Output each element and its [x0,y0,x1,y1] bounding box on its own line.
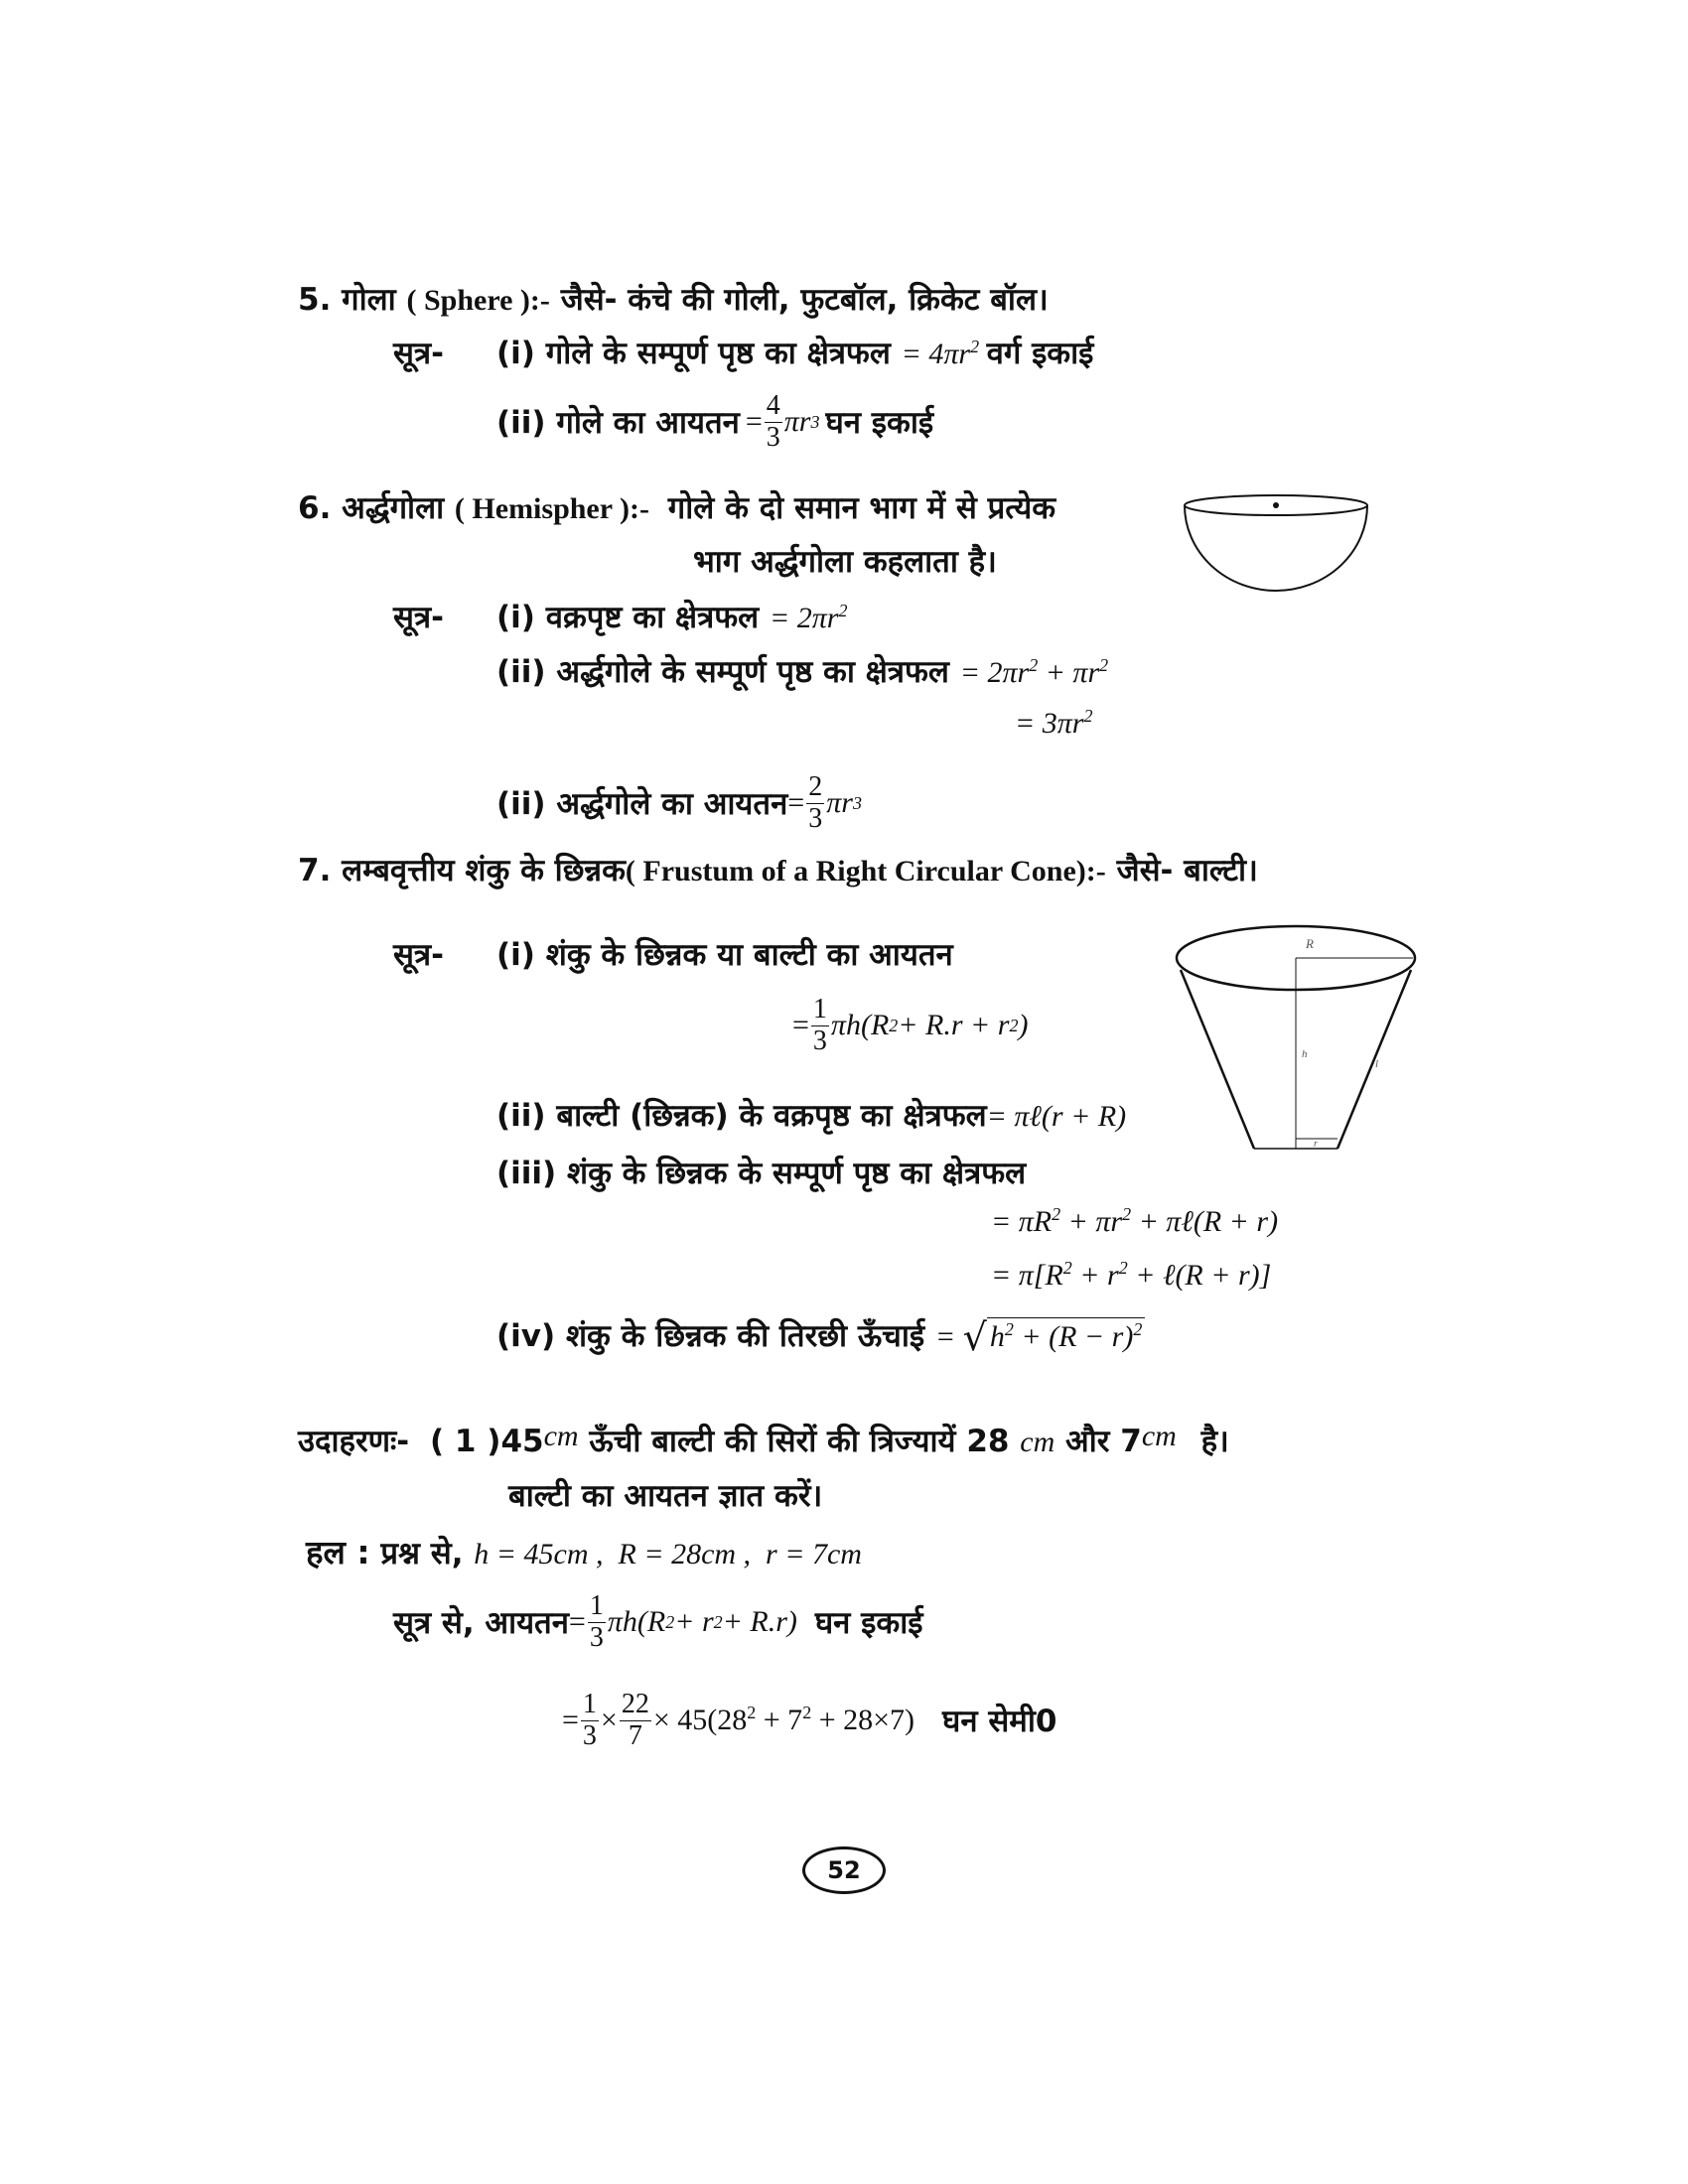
example-label: उदाहरणः- [298,1424,410,1459]
bucket-diagram [1167,918,1425,1161]
hemisphere-volume-formula: = $\frac{2}{3}$ πr 3 [787,771,862,834]
solution-given-values: h = 45cm , R = 28cm , r = 7cm [474,1538,862,1570]
sphere-heading [298,278,1049,320]
diagram-label-R: R [1306,936,1314,951]
frustum-sutra: सूत्र- [393,937,444,973]
frustum-example: जैसे- बाल्टी। [1116,853,1258,888]
diagram-label-h: h [1302,1048,1308,1060]
sphere-formula-1-unit: वर्ग इकाई [986,336,1094,371]
solution-label: हल : [306,1533,370,1571]
hemisphere-title: 6. अर्द्धगोला [298,490,445,526]
frustum-formula-2 [496,1094,1126,1136]
solution-line-2 [393,1591,922,1654]
solution-substitution: = $\frac{1}{3}$ × $\frac{22}{7}$ × $45(28^2 + 7^2 + 28\times 7)$ [562,1689,915,1751]
hemisphere-formula-1-label: (i) वक्रपृष्ट का क्षेत्रफल [496,600,760,635]
solution-line-1 [306,1529,862,1573]
hemisphere-formula-2 [496,650,1108,692]
example-text-1: ऊँची बाल्टी की सिरों की त्रिज्यायें 28 [589,1424,1010,1459]
hemisphere-english: ( Hemispher ):- [454,492,649,525]
frustum-english: ( Frustum of a Right Circular Cone):- [625,855,1106,887]
example-line-2: बाल्टी का आयतन ज्ञात करें। [508,1478,823,1514]
frustum-volume-formula: = $\frac{1}{3}$ πh(R 2 + R.r + r 2 ) [792,994,1029,1056]
sphere-english: ( Sphere ):- [406,284,550,317]
solution-ghan-ikai: घन इकाई [814,1605,923,1642]
solution-ghan-semi: घन सेमी0 [942,1704,1057,1740]
sphere-formula-1 [496,332,1093,373]
frustum-title: 7. लम्बवृत्तीय शंकु के छिन्नक [298,853,626,888]
sphere-surface-formula: = $4\pi r^2$ [901,337,980,370]
frustum-formula-3-label: (iii) शंकु के छिन्नक के सम्पूर्ण पृष्ठ का क्षेत्रफल [496,1156,1027,1191]
sphere-formula-2-unit: घन इकाई [825,405,934,442]
sphere-examples: जैसे- कंचे की गोली, फुटबॉल, क्रिकेट बॉल। [560,282,1049,318]
frustum-curved-formula: = πℓ(r + R) [986,1100,1127,1133]
sphere-formula-2-label: (ii) गोले का आयतन [496,405,740,442]
hemisphere-desc-2: भाग अर्द्धगोला कहलाता है। [693,544,997,580]
solution-line-3 [562,1690,1056,1752]
frustum-formula-4 [496,1314,1145,1359]
frustum-heading [298,849,1258,890]
frustum-formula-4-label: (iv) शंकु के छिन्नक की तिरछी ऊँचाई [496,1318,925,1354]
example-aur: और 7 [1065,1424,1142,1459]
hemisphere-desc-1: गोले के दो समान भाग में से प्रत्येक [667,490,1056,526]
hemisphere-sutra: सूत्र- [393,600,444,635]
hemisphere-diagram [1177,491,1375,601]
sphere-title: 5. गोला [298,282,396,318]
frustum-formula-2-label: (ii) बाल्टी (छिन्नक) के वक्रपृष्ठ का क्षेत्रफल [496,1098,987,1134]
example-line-1 [298,1420,1229,1461]
diagram-label-l: l [1375,1058,1379,1070]
frustum-total-formula-2: = $\pi[R^2 + r^2$ + ℓ(R + r)] [991,1258,1272,1292]
solution-volume-formula: = $\frac{1}{3}$ πh(R 2 + r 2 + R.r) [568,1590,797,1653]
hemisphere-formula-1 [496,596,847,637]
page-number-text: 52 [827,1856,861,1884]
solution-sutra-se: सूत्र से, आयतन [393,1605,569,1642]
sphere-formula-2 [496,391,933,454]
hemisphere-formula-3 [496,772,862,835]
sphere-sutra: सूत्र- [393,336,444,371]
hemisphere-formula-3-label: (ii) अर्द्धगोले का आयतन [496,786,788,823]
hemisphere-total-result: = $3\pi r^2$ [1015,706,1093,740]
example-cm-3: cm [1141,1420,1177,1452]
example-cm-1: cm [543,1420,579,1452]
solution-prashn: प्रश्न से, [380,1536,464,1571]
frustum-total-formula-1: = $\pi R^2 + \pi r^2$ + πℓ(R + r) [991,1204,1279,1238]
example-cm-2: cm [1020,1426,1055,1458]
hemisphere-curved-formula: = $2\pi r^2$ [770,601,848,634]
frustum-slant-formula: = √ $h^2 + (R - r)^2$ [935,1320,1145,1353]
hemisphere-formula-2-label: (ii) अर्द्धगोले के सम्पूर्ण पृष्ठ का क्षेत्रफल [496,654,949,690]
example-number: ( 1 )45 [429,1424,544,1459]
example-hai: है। [1200,1424,1229,1459]
diagram-label-r: r [1314,1139,1318,1150]
hemisphere-heading [298,486,1055,528]
sphere-volume-formula: = $\frac{4}{3}$ πr 3 [745,390,820,453]
page-number [802,1846,886,1894]
hemisphere-total-formula: = $2\pi r^2 + \pi r^2$ [959,655,1109,689]
sphere-formula-1-label: (i) गोले के सम्पूर्ण पृष्ठ का क्षेत्रफल [496,336,891,371]
frustum-formula-1-label: (i) शंकु के छिन्नक या बाल्टी का आयतन [496,937,953,973]
